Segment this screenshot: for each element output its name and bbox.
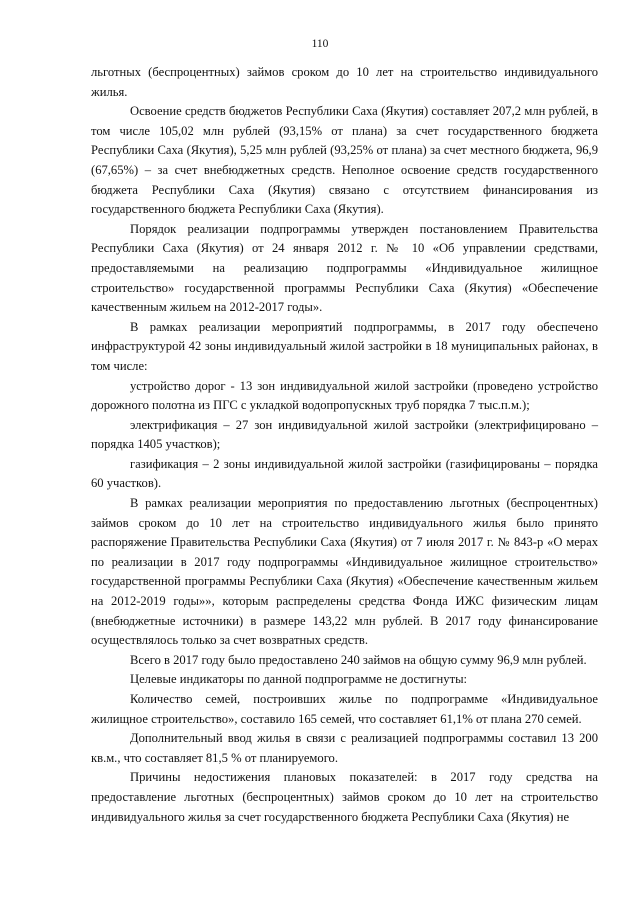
paragraph-gasification: газификация – 2 зоны индивидуальной жилой застройки (газифицированы – порядка 60 участков). bbox=[91, 456, 598, 491]
paragraph-electrification: электрификация – 27 зон индивидуальной жилой застройки (электрифицировано – порядка 1405 участков); bbox=[91, 417, 598, 452]
paragraph-continuation: льготных (беспроцентных) займов сроком до 10 лет на строительство индивидуального жилья. bbox=[91, 65, 598, 99]
paragraph-infrastructure: В рамках реализации мероприятий подпрограммы, в 2017 году обеспечено инфраструктурой 42 зоны индивидуальный жилой застройки в 18 муниципальных районах, в том числе: bbox=[91, 319, 598, 373]
paragraph-housing-input: Дополнительный ввод жилья в связи с реализацией подпрограммы составил 13 200 кв.м., что составляет 81,5 % от планируемого. bbox=[91, 731, 598, 765]
paragraph-loans-total: Всего в 2017 году было предоставлено 240 займов на общую сумму 96,9 млн рублей. bbox=[130, 652, 587, 667]
paragraph-indicators: Целевые индикаторы по данной подпрограмме не достигнуты: bbox=[130, 672, 468, 687]
document-body bbox=[91, 63, 598, 827]
paragraph-loans-order: В рамках реализации мероприятия по предоставлению льготных (беспроцентных) займов сроком до 10 лет на строительство индивидуального жилья было принято распоряжение Правительства Республики Саха (Якутия) от 7 июля 2017 г. № 843-р «О мерах по реализации в 2017 году подпрограммы «Индивидуальное жилищное строительство» государственной программы Республики Саха (Якутия) «Обеспечение качественным жильем на 2012-2019 годы»», которым распределены средства Фонда ИЖС физическим лицам (внебюджетные источники) в размере 143,22 млн рублей. В 2017 году финансирование осуществлялось только за счет возвратных средств. bbox=[91, 496, 598, 648]
paragraph-budget-spending: Освоение средств бюджетов Республики Саха (Якутия) составляет 207,2 млн рублей, в том числе 105,02 млн рублей (93,15% от плана) за счет государственного бюджета Республики Саха (Якутия), 5,25 млн рублей (93,25% от плана) за счет местного бюджета, 96,9 (67,65%) – за счет внебюджетных средств. Неполное освоение средств государственного бюджета Республики Саха (Якутия) связано с отсутствием финансирования из государственного бюджета Республики Саха (Якутия). bbox=[91, 104, 598, 217]
paragraph-reasons: Причины недостижения плановых показателей: в 2017 году средства на предоставление льготных (беспроцентных) займов сроком до 10 лет на строительство индивидуального жилья за счет государственного бюджета Республики Саха (Якутия) не bbox=[91, 770, 598, 824]
paragraph-roads: устройство дорог - 13 зон индивидуальной жилой застройки (проведено устройство дорожного полотна из ПГС с укладкой водопропускных труб порядка 7 тыс.п.м.); bbox=[91, 378, 598, 413]
paragraph-implementation-order: Порядок реализации подпрограммы утвержден постановлением Правительства Республики Саха (Якутия) от 24 января 2012 г. № 10 «Об управлении средствами, предоставляемыми на реализацию подпрограммы «Индивидуальное жилищное строительство» государственной программы Республики Саха (Якутия) «Обеспечение качественным жильем на 2012-2017 годы». bbox=[91, 221, 598, 315]
paragraph-families: Количество семей, построивших жилье по подпрограмме «Индивидуальное жилищное строительство», составило 165 семей, что составляет 61,1% от плана 270 семей. bbox=[91, 692, 598, 726]
page-number: 110 bbox=[311, 38, 329, 50]
